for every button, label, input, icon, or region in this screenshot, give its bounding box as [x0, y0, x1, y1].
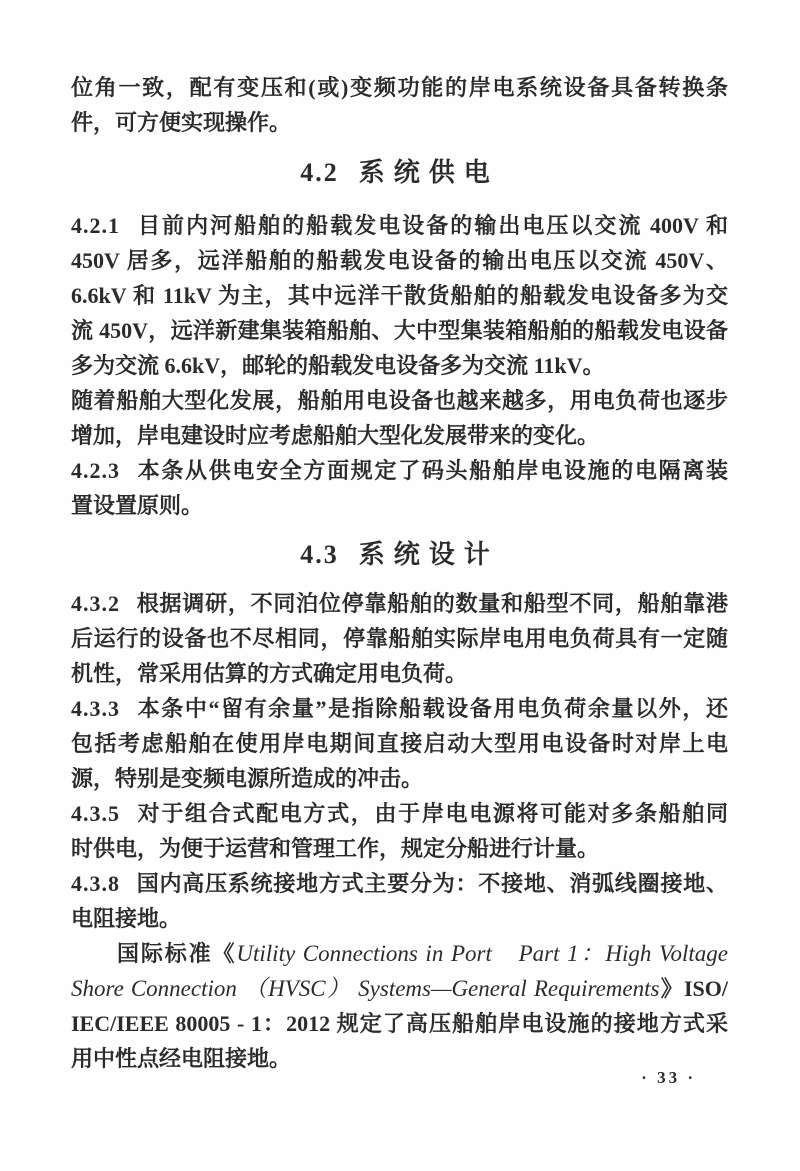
- line-text: 根据调研，不同泊位停靠船舶的数量和船型不同，船舶靠港: [136, 591, 728, 616]
- text-line: [71, 761, 728, 796]
- text-line: [71, 831, 728, 866]
- section-title: 系统供电: [358, 158, 499, 187]
- line-text: 源，特别是变频电源所造成的冲击。: [71, 766, 424, 791]
- clause-number: 4.2.3: [71, 458, 120, 483]
- text-line: [71, 1041, 728, 1076]
- text-line: [71, 383, 728, 418]
- line-text: 多为交流 6.6kV，邮轮的船载发电设备多为交流 11kV。: [71, 353, 605, 378]
- text-line: [71, 1006, 728, 1041]
- clause-number: 4.3.2: [71, 591, 120, 616]
- section-number: 4.3: [300, 540, 339, 569]
- line-text: 对于组合式配电方式，由于岸电电源将可能对多条船舶同: [136, 801, 728, 826]
- text-line: [71, 796, 728, 831]
- text-line: [71, 105, 728, 140]
- line-text: 后运行的设备也不尽相同，停靠船舶实际岸电用电负荷具有一定随: [71, 626, 728, 651]
- line-text: 时供电，为便于运营和管理工作，规定分船进行计量。: [71, 836, 600, 861]
- text-line: [71, 656, 728, 691]
- text-line: [71, 453, 728, 488]
- standard-title-english: Shore Connection （HVSC） Systems—General Requirements: [71, 976, 660, 1001]
- intro-paragraph: [71, 70, 728, 140]
- text-line: [71, 70, 728, 105]
- line-text: 增加，岸电建设时应考虑船舶大型化发展带来的变化。: [71, 423, 600, 448]
- line-text: 》ISO/: [659, 976, 728, 1001]
- line-text: 置设置原则。: [71, 493, 204, 518]
- clause-number: 4.3.8: [71, 871, 120, 896]
- standard-title-english: Utility Connections in Port Part 1：High Voltage: [236, 941, 728, 966]
- line-text: 6.6kV 和 11kV 为主，其中远洋干散货船舶的船载发电设备多为交: [71, 283, 728, 308]
- line-text: 国际标准《: [117, 941, 237, 966]
- text-line: [71, 901, 728, 936]
- section-heading-4-3: [71, 537, 728, 573]
- clause-number: 4.3.5: [71, 801, 120, 826]
- page-number: · 33 ·: [641, 1068, 696, 1087]
- text-line: [71, 278, 728, 313]
- section-4-3-commentary: [71, 586, 728, 1076]
- section-title: 系统设计: [358, 540, 499, 569]
- section-4-2-commentary: [71, 208, 728, 523]
- text-line: [71, 726, 728, 761]
- line-text: 目前内河船舶的船载发电设备的输出电压以交流 400V 和: [136, 213, 728, 238]
- section-number: 4.2: [300, 158, 339, 187]
- text-line: [71, 313, 728, 348]
- text-line: [71, 243, 728, 278]
- line-text: 本条从供电安全方面规定了码头船舶岸电设施的电隔离装: [136, 458, 728, 483]
- section-heading-4-2: [71, 155, 728, 191]
- text-line: [71, 971, 728, 1006]
- line-text: 件，可方便实现操作。: [71, 110, 292, 135]
- text-line: [71, 586, 728, 621]
- text-line: [71, 936, 728, 971]
- text-line: [71, 348, 728, 383]
- text-line: [71, 691, 728, 726]
- clause-number: 4.3.3: [71, 696, 120, 721]
- clause-number: 4.2.1: [71, 213, 120, 238]
- line-text: 流 450V，远洋新建集装箱船舶、大中型集装箱船舶的船载发电设备: [71, 318, 728, 343]
- line-text: IEC/IEEE 80005 - 1：2012 规定了高压船舶岸电设施的接地方式采: [71, 1011, 728, 1036]
- line-text: 机性，常采用估算的方式确定用电负荷。: [71, 661, 468, 686]
- line-text: 本条中“留有余量”是指除船载设备用电负荷余量以外，还: [136, 696, 728, 721]
- line-text: 位角一致，配有变压和(或)变频功能的岸电系统设备具备转换条: [71, 75, 728, 100]
- text-line: [71, 866, 728, 901]
- text-line: [71, 418, 728, 453]
- text-line: [71, 488, 728, 523]
- line-text: 国内高压系统接地方式主要分为：不接地、消弧线圈接地、: [136, 871, 728, 896]
- line-text: 用中性点经电阻接地。: [71, 1046, 292, 1071]
- line-text: 包括考虑船舶在使用岸电期间直接启动大型用电设备时对岸上电: [71, 731, 728, 756]
- line-text: 随着船舶大型化发展，船舶用电设备也越来越多，用电负荷也逐步: [71, 388, 728, 413]
- text-line: [71, 621, 728, 656]
- line-text: 450V 居多，远洋船舶的船载发电设备的输出电压以交流 450V、: [71, 248, 728, 273]
- text-line: [71, 208, 728, 243]
- line-text: 电阻接地。: [71, 906, 182, 931]
